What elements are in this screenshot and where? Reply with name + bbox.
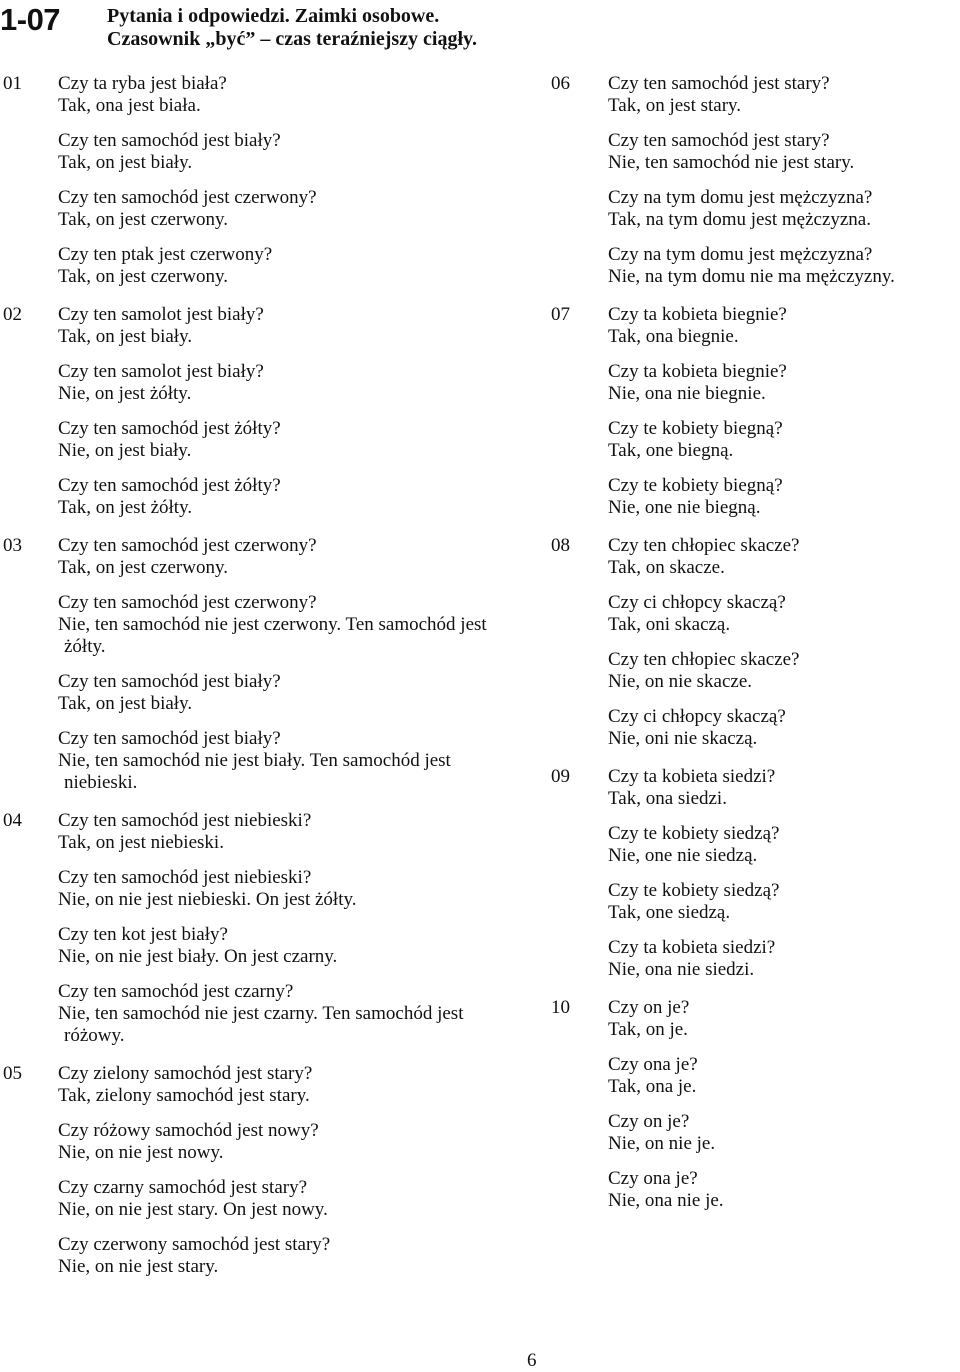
question: Czy ten kot jest biały?: [58, 924, 228, 945]
section-03: [3, 535, 515, 794]
answer: Tak, on jest czerwony.: [58, 557, 228, 578]
answer: Nie, na tym domu nie ma mężczyzny.: [608, 266, 895, 287]
answer: Nie, on nie jest stary. On jest nowy.: [58, 1199, 328, 1220]
answer: Nie, on jest biały.: [58, 440, 192, 461]
answer: Nie, ona nie je.: [608, 1190, 724, 1211]
qa-pair: [608, 418, 960, 462]
qa-pair: [608, 592, 960, 636]
answer: Tak, on je.: [608, 1019, 688, 1040]
section-number: 08: [551, 535, 570, 556]
answer: Tak, on skacze.: [608, 557, 725, 578]
qa-pair: [608, 649, 960, 693]
section-number: 01: [3, 73, 22, 94]
question: Czy ten samochód jest czerwony?: [58, 535, 317, 556]
question: Czy te kobiety biegną?: [608, 418, 783, 439]
question: Czy ten ptak jest czerwony?: [58, 244, 273, 265]
answer: Tak, on jest biały.: [58, 326, 193, 347]
answer: Nie, ona nie siedzi.: [608, 959, 755, 980]
right-column: [551, 73, 960, 1228]
qa-pair: [608, 997, 960, 1041]
question: Czy ten samolot jest biały?: [58, 304, 264, 325]
lesson-code: 1-07: [0, 2, 61, 37]
qa-pair: [58, 592, 515, 658]
question: Czy na tym domu jest mężczyzna?: [608, 244, 873, 265]
qa-pair: [608, 823, 960, 867]
qa-pair: [58, 728, 515, 794]
answer: Tak, on jest czerwony.: [58, 266, 228, 287]
qa-pair: [58, 1063, 515, 1107]
lesson-title-line-2: Czasownik „być” – czas teraźniejszy ciągły.: [107, 28, 477, 50]
answer: Nie, on nie jest nowy.: [58, 1142, 224, 1163]
qa-pair: [58, 671, 515, 715]
qa-pair: [58, 130, 515, 174]
qa-pair: [58, 867, 515, 911]
section-02: [3, 304, 515, 519]
lesson-title: [107, 5, 477, 51]
answer: Tak, one siedzą.: [608, 902, 731, 923]
answer: Nie, ten samochód nie jest stary.: [608, 152, 855, 173]
answer: Tak, ona biegnie.: [608, 326, 739, 347]
qa-pair: [608, 304, 960, 348]
question: Czy ona je?: [608, 1054, 698, 1075]
question: Czy różowy samochód jest nowy?: [58, 1120, 319, 1141]
qa-pair: [58, 304, 515, 348]
qa-pair: [58, 418, 515, 462]
section-09: [551, 766, 960, 981]
left-column: [3, 73, 515, 1294]
section-01: [3, 73, 515, 288]
question: Czy czarny samochód jest stary?: [58, 1177, 308, 1198]
answer: Nie, ten samochód nie jest biały. Ten samochód jest niebieski.: [58, 750, 451, 793]
answer: Tak, on jest niebieski.: [58, 832, 224, 853]
section-number: 04: [3, 810, 22, 831]
question: Czy ona je?: [608, 1168, 698, 1189]
section-05: [3, 1063, 515, 1278]
question: Czy ten samochód jest biały?: [58, 130, 281, 151]
qa-pair: [608, 475, 960, 519]
qa-pair: [608, 880, 960, 924]
section-08: [551, 535, 960, 750]
qa-pair: [58, 1120, 515, 1164]
question: Czy ta kobieta biegnie?: [608, 361, 787, 382]
answer: Nie, ten samochód nie jest czerwony. Ten samochód jest żółty.: [58, 614, 487, 657]
question: Czy ten samochód jest czerwony?: [58, 592, 317, 613]
section-04: [3, 810, 515, 1047]
qa-pair: [58, 1234, 515, 1278]
section-number: 05: [3, 1063, 22, 1084]
section-07: [551, 304, 960, 519]
answer: Nie, on nie jest stary.: [58, 1256, 219, 1277]
qa-pair: [608, 937, 960, 981]
question: Czy ten chłopiec skacze?: [608, 535, 800, 556]
question: Czy te kobiety siedzą?: [608, 880, 780, 901]
answer: Tak, ona jest biała.: [58, 95, 201, 116]
qa-pair: [608, 706, 960, 750]
answer: Nie, on nie jest biały. On jest czarny.: [58, 946, 338, 967]
answer: Nie, one nie siedzą.: [608, 845, 758, 866]
qa-pair: [608, 766, 960, 810]
question: Czy ten samochód jest biały?: [58, 728, 281, 749]
question: Czy ten samochód jest stary?: [608, 130, 830, 151]
question: Czy te kobiety siedzą?: [608, 823, 780, 844]
question: Czy ci chłopcy skaczą?: [608, 592, 786, 613]
question: Czy ci chłopcy skaczą?: [608, 706, 786, 727]
qa-pair: [58, 535, 515, 579]
question: Czy ten samochód jest żółty?: [58, 418, 281, 439]
question: Czy ten samochód jest biały?: [58, 671, 281, 692]
qa-pair: [58, 244, 515, 288]
answer: Nie, on nie jest niebieski. On jest żółty.: [58, 889, 357, 910]
question: Czy on je?: [608, 1111, 690, 1132]
qa-pair: [608, 187, 960, 231]
question: Czy ten samochód jest niebieski?: [58, 810, 312, 831]
question: Czy ta kobieta siedzi?: [608, 766, 776, 787]
answer: Tak, zielony samochód jest stary.: [58, 1085, 310, 1106]
question: Czy ta kobieta biegnie?: [608, 304, 787, 325]
question: Czy te kobiety biegną?: [608, 475, 783, 496]
section-number: 07: [551, 304, 570, 325]
section-10: [551, 997, 960, 1212]
page-number: 6: [527, 1350, 537, 1371]
answer: Tak, on jest biały.: [58, 152, 193, 173]
question: Czy ten samochód jest czarny?: [58, 981, 294, 1002]
qa-pair: [58, 924, 515, 968]
answer: Nie, ten samochód nie jest czarny. Ten samochód jest różowy.: [58, 1003, 464, 1046]
question: Czy ta kobieta siedzi?: [608, 937, 776, 958]
answer: Tak, ona je.: [608, 1076, 697, 1097]
answer: Tak, on jest żółty.: [58, 497, 193, 518]
section-06: [551, 73, 960, 288]
question: Czy ten samochód jest żółty?: [58, 475, 281, 496]
question: Czy ten samochód jest czerwony?: [58, 187, 317, 208]
question: Czy na tym domu jest mężczyzna?: [608, 187, 873, 208]
qa-pair: [608, 1168, 960, 1212]
qa-pair: [608, 1054, 960, 1098]
question: Czy ten chłopiec skacze?: [608, 649, 800, 670]
qa-pair: [58, 187, 515, 231]
section-number: 02: [3, 304, 22, 325]
answer: Tak, ona siedzi.: [608, 788, 727, 809]
answer: Tak, one biegną.: [608, 440, 734, 461]
section-number: 09: [551, 766, 570, 787]
question: Czy ten samochód jest stary?: [608, 73, 830, 94]
answer: Nie, one nie biegną.: [608, 497, 761, 518]
section-number: 06: [551, 73, 570, 94]
question: Czy ten samochód jest niebieski?: [58, 867, 312, 888]
answer: Nie, oni nie skaczą.: [608, 728, 758, 749]
qa-pair: [58, 475, 515, 519]
qa-pair: [58, 810, 515, 854]
question: Czy czerwony samochód jest stary?: [58, 1234, 331, 1255]
qa-pair: [608, 130, 960, 174]
question: Czy on je?: [608, 997, 690, 1018]
section-number: 10: [551, 997, 570, 1018]
answer: Tak, oni skaczą.: [608, 614, 731, 635]
qa-pair: [58, 1177, 515, 1221]
question: Czy ten samolot jest biały?: [58, 361, 264, 382]
answer: Nie, on nie skacze.: [608, 671, 753, 692]
qa-pair: [608, 1111, 960, 1155]
qa-pair: [608, 73, 960, 117]
qa-pair: [58, 73, 515, 117]
answer: Tak, on jest stary.: [608, 95, 742, 116]
qa-pair: [608, 361, 960, 405]
answer: Nie, on jest żółty.: [58, 383, 192, 404]
qa-pair: [608, 535, 960, 579]
qa-pair: [608, 244, 960, 288]
lesson-title-line-1: Pytania i odpowiedzi. Zaimki osobowe.: [107, 5, 440, 27]
answer: Tak, na tym domu jest mężczyzna.: [608, 209, 871, 230]
answer: Nie, ona nie biegnie.: [608, 383, 766, 404]
answer: Nie, on nie je.: [608, 1133, 716, 1154]
section-number: 03: [3, 535, 22, 556]
answer: Tak, on jest czerwony.: [58, 209, 228, 230]
answer: Tak, on jest biały.: [58, 693, 193, 714]
qa-pair: [58, 981, 515, 1047]
question: Czy ta ryba jest biała?: [58, 73, 227, 94]
question: Czy zielony samochód jest stary?: [58, 1063, 313, 1084]
qa-pair: [58, 361, 515, 405]
